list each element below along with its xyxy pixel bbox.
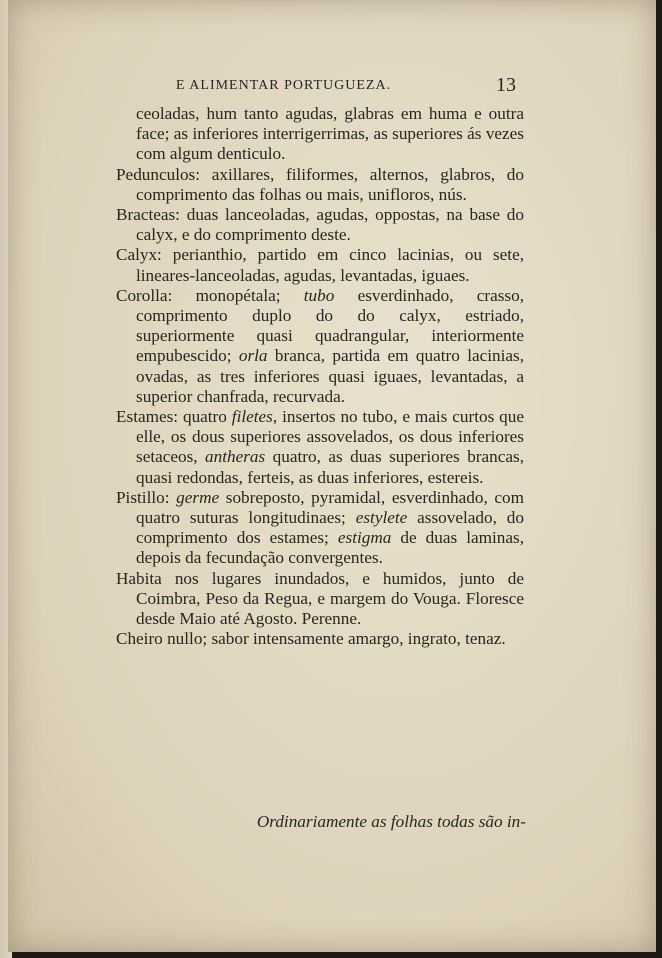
text-segment: , insertos no tubo, e mais curtos que elle, os dous superiores assovelados, os dous inferiores setaceos,	[136, 407, 524, 467]
text-segment: Habita nos lugares inundados, e humidos, junto de Coimbra, Peso da Regua, e margem do Vouga. Floresce desde Maio até Agosto. Perenne.	[116, 568, 524, 629]
running-title: E ALIMENTAR PORTUGUEZA.	[176, 78, 392, 93]
text-segment-italic: germe	[176, 487, 220, 507]
catchline: Ordinariamente as folhas todas são in-	[256, 812, 526, 831]
paragraph-pedunculos	[116, 165, 524, 205]
text-body	[116, 104, 524, 649]
text-segment: Corolla: monopétala;	[116, 285, 304, 305]
paragraph-calyx	[116, 245, 524, 285]
text-segment: Estames: quatro	[116, 407, 232, 427]
text-segment: Bracteas: duas lanceoladas, agudas, oppostas, na base do calyx, e do comprimento deste.	[116, 205, 524, 245]
text-segment-italic: orla	[238, 346, 268, 366]
paragraph-folhas-cont	[116, 104, 524, 165]
text-segment: sobreposto, pyramidal, esverdinhado, com quatro suturas longitudinaes;	[136, 487, 524, 528]
text-segment: Pistillo:	[116, 487, 177, 507]
text-segment: Cheiro nullo; sabor intensamente amargo, ingrato, tenaz.	[116, 629, 506, 649]
text-segment: ceoladas, hum tanto agudas, glabras em huma e outra face; as inferiores interrigerrimas, as superiores ás vezes com algum denticulo.	[136, 104, 524, 164]
text-segment-italic: estigma	[337, 528, 392, 548]
running-header	[176, 74, 516, 100]
text-segment-italic: estylete	[355, 508, 408, 528]
text-segment-italic: tubo	[303, 285, 335, 305]
paragraph-estames	[116, 407, 524, 488]
text-segment: branca, partida em quatro lacinias, ovadas, as tres inferiores quasi iguaes, levantadas, a superior chanfrada, recurvada.	[136, 346, 524, 406]
text-segment: de duas laminas, depois da fecundação convergentes.	[136, 528, 524, 568]
paragraph-corolla	[116, 286, 524, 407]
paragraph-cheiro	[116, 629, 524, 649]
text-segment: Pedunculos: axillares, filiformes, alternos, glabros, do comprimento das folhas ou mais, unifloros, nús.	[116, 164, 524, 204]
text-segment: Calyx: perianthio, partido em cinco lacinias, ou sete, lineares-lanceoladas, agudas, levantadas, iguaes.	[116, 245, 524, 285]
paragraph-pistillo	[116, 488, 524, 569]
text-segment: quatro, as duas superiores brancas, quasi redondas, ferteis, as duas inferiores, estereis.	[136, 447, 524, 487]
paragraph-bracteas	[116, 205, 524, 245]
paragraph-habita	[116, 569, 524, 630]
text-segment-italic: antheras	[205, 447, 266, 467]
page-number: 13	[496, 74, 516, 96]
text-segment: esverdinhado, crasso, comprimento duplo do do calyx, estriado, superiormente quasi quadrangular, interiormente empubescido;	[136, 285, 524, 366]
text-segment: assovelado, do comprimento dos estames;	[136, 508, 524, 548]
text-segment-italic: filetes	[231, 407, 273, 427]
